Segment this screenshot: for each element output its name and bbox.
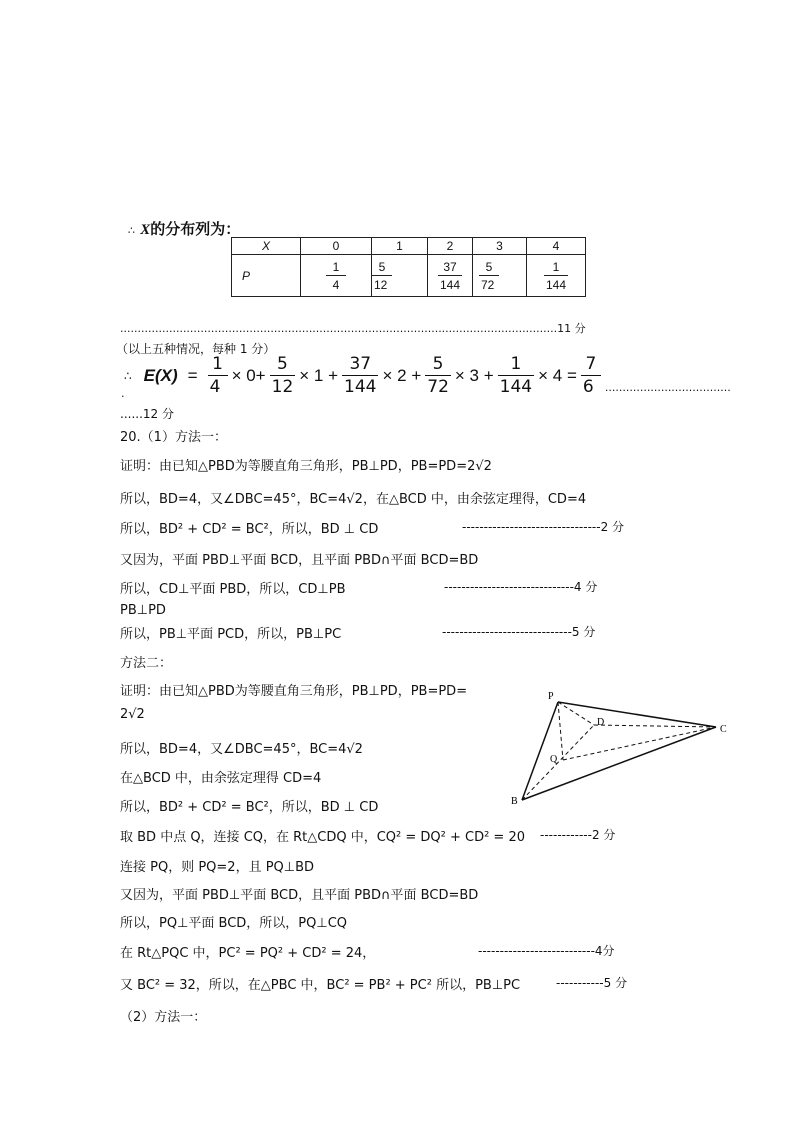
header-value: 3 [473, 238, 527, 255]
m2-line-10: 又 BC² = 32，所以，在△PBC 中，BC² = PB² + PC² 所以，PB⊥PC [120, 978, 521, 993]
header-value: 2 [428, 238, 473, 255]
fraction: $\frac{1}{4}$ [326, 261, 346, 291]
m1-line-4: 又因为，平面 PBD⊥平面 BCD，且平面 PBD∩平面 BCD=BD [120, 553, 479, 568]
m1-line-6: PB⊥PD [120, 603, 166, 618]
fraction: $\frac{5}{12}$ [271, 354, 294, 397]
intro-text: 的分布列为： [150, 220, 241, 238]
method-2-heading: 方法二： [120, 656, 173, 671]
m2-line-9: 在 Rt△PQC 中，PC² = PQ² + CD² = 24， [120, 946, 376, 961]
table-header-row [232, 238, 586, 255]
m2-line-8: 所以，PQ⊥平面 BCD，所以，PQ⊥CQ [120, 916, 348, 931]
fraction: $\frac{1}{4}$ [208, 356, 228, 396]
expectation-formula: ∴ E(X) = $\frac{1}{4}$ × 0+ $\frac{5}{12}$ × 1 + $\frac{37}{144}$ × 2 + $\frac{5}{72}$ × 3 + $\frac{1}{144}$ × 4 = $\frac{7}{6}$ .................................... [124, 354, 731, 397]
label-c: C [720, 724, 727, 735]
score-4b: ---------------------------4分 [478, 944, 615, 958]
m2-line-1b: 2√2 [120, 707, 145, 722]
m2-line-1: 证明：由已知△PBD为等腰直角三角形，PB⊥PD，PB=PD= [120, 684, 468, 699]
header-value: 4 [527, 238, 586, 255]
scoring-note: （以上五种情况，每种 1 分） [116, 342, 276, 356]
score-line-11: .............................................................................................................................11 分 [120, 322, 586, 335]
header-value: 0 [301, 238, 372, 255]
m1-line-3: 所以，BD² + CD² = BC²，所以，BD ⊥ CD [120, 522, 379, 537]
m2-line-4: 所以，BD² + CD² = BC²，所以，BD ⊥ CD [120, 800, 379, 815]
expectation-lhs: E(X) [143, 366, 178, 385]
therefore-symbol: ∴ [128, 224, 135, 237]
fraction: $\frac{5}{72}$ [479, 261, 499, 291]
score-5: ------------------------------5 分 [442, 625, 596, 639]
score-5b: -----------5 分 [556, 976, 628, 990]
m2-line-5: 取 BD 中点 Q，连接 CQ，在 Rt△CDQ 中，CQ² = DQ² + CD² = 20 [120, 830, 525, 845]
fraction: $\frac{37}{144}$ [439, 259, 461, 292]
random-variable: X [140, 222, 151, 238]
m1-line-2: 所以，BD=4，又∠DBC=45°，BC=4√2，在△BCD 中，由余弦定理得，CD=4 [120, 492, 587, 507]
fraction: $\frac{1}{144}$ [499, 354, 533, 397]
edge-pc [558, 702, 716, 727]
pyramid-figure [508, 684, 738, 814]
label-p: P [548, 691, 554, 702]
edge-bd [522, 725, 594, 800]
row-label-p: P [232, 255, 301, 297]
part2-heading: （2）方法一： [120, 1010, 207, 1025]
fraction-result: $\frac{7}{6}$ [581, 356, 601, 396]
m1-line-1: 证明：由已知△PBD为等腰直角三角形，PB⊥PD，PB=PD=2√2 [120, 459, 492, 474]
edge-pb [522, 702, 558, 800]
fraction: $\frac{37}{144}$ [344, 354, 377, 397]
fraction: $\frac{5}{12}$ [372, 261, 392, 291]
edge-dc [594, 725, 716, 727]
m2-line-6: 连接 PQ，则 PQ=2，且 PQ⊥BD [120, 860, 315, 875]
q20-part1-heading: 20.（1）方法一： [120, 430, 227, 445]
table-prob-row [232, 255, 586, 297]
fraction: $\frac{1}{144}$ [545, 259, 567, 292]
prob-cell [301, 255, 372, 297]
label-q: Q [550, 754, 558, 765]
distribution-table [231, 237, 586, 297]
edge-pq [558, 702, 563, 760]
score-4: ------------------------------4 分 [444, 580, 598, 594]
m2-line-7: 又因为，平面 PBD⊥平面 BCD，且平面 PBD∩平面 BCD=BD [120, 888, 479, 903]
score-line-12: ......12 分 [120, 407, 174, 421]
label-d: D [597, 717, 605, 728]
m1-line-5: 所以，CD⊥平面 PBD，所以，CD⊥PB [120, 582, 346, 597]
score-2: --------------------------------2 分 [462, 520, 625, 534]
fraction: $\frac{5}{72}$ [427, 354, 449, 397]
prob-cell [428, 255, 473, 297]
m1-line-7: 所以，PB⊥平面 PCD，所以，PB⊥PC [120, 627, 342, 642]
header-value: 1 [372, 238, 428, 255]
m2-line-2: 所以，BD=4，又∠DBC=45°，BC=4√2 [120, 742, 363, 757]
prob-cell [527, 255, 586, 297]
prob-cell [473, 255, 527, 297]
prob-cell [372, 255, 428, 297]
score-2b: ------------2 分 [540, 828, 616, 842]
label-b: B [511, 796, 518, 807]
m2-line-3: 在△BCD 中，由余弦定理得 CD=4 [120, 771, 322, 786]
header-x: X [232, 238, 301, 255]
distribution-intro [128, 218, 240, 239]
